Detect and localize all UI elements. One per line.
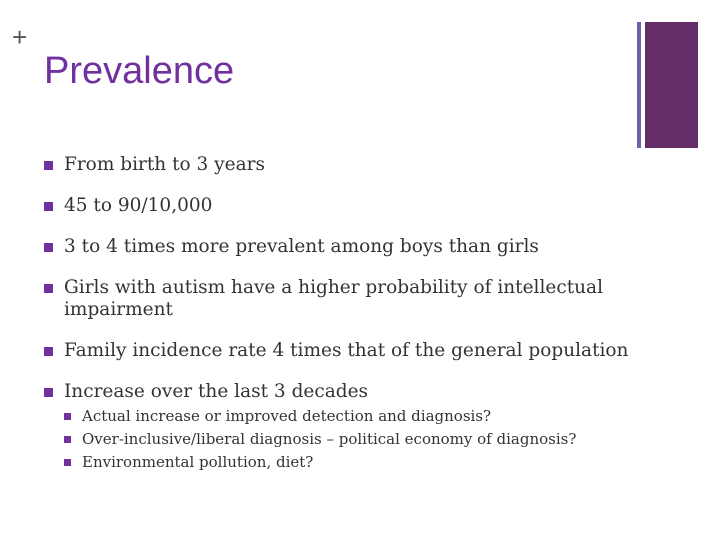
decorative-bar-thick	[645, 22, 698, 148]
sub-bullet-text: Over-inclusive/liberal diagnosis – political economy of diagnosis?	[82, 430, 577, 448]
bullet-item	[44, 340, 644, 362]
bullet-item	[44, 236, 644, 258]
square-bullet-icon	[44, 388, 53, 397]
square-bullet-icon	[64, 436, 71, 443]
sub-bullet-item	[64, 451, 644, 474]
sub-bullet-item	[64, 428, 644, 451]
square-bullet-icon	[64, 413, 71, 420]
sub-bullet-item	[64, 405, 644, 428]
bullet-text: Girls with autism have a higher probability of intellectual impairment	[64, 277, 603, 320]
bullet-item	[44, 277, 644, 321]
sub-bullet-text: Environmental pollution, diet?	[82, 453, 314, 471]
decorative-bar-thin	[637, 22, 641, 148]
square-bullet-icon	[44, 202, 53, 211]
bullet-text: From birth to 3 years	[64, 154, 265, 175]
square-bullet-icon	[44, 347, 53, 356]
square-bullet-icon	[44, 284, 53, 293]
bullet-text: Family incidence rate 4 times that of the general population	[64, 340, 629, 361]
bullet-item	[44, 381, 644, 474]
bullet-list	[44, 154, 644, 474]
plus-mark: +	[12, 22, 28, 52]
bullet-text: 45 to 90/10,000	[64, 195, 213, 216]
sub-bullet-list	[64, 405, 644, 474]
bullet-item	[44, 154, 644, 176]
square-bullet-icon	[44, 243, 53, 252]
bullet-text: Increase over the last 3 decades	[64, 381, 369, 402]
sub-bullet-text: Actual increase or improved detection and diagnosis?	[82, 407, 492, 425]
bullet-item	[44, 195, 644, 217]
square-bullet-icon	[44, 161, 53, 170]
square-bullet-icon	[64, 459, 71, 466]
bullet-text: 3 to 4 times more prevalent among boys than girls	[64, 236, 539, 257]
slide-title: Prevalence	[44, 50, 235, 92]
